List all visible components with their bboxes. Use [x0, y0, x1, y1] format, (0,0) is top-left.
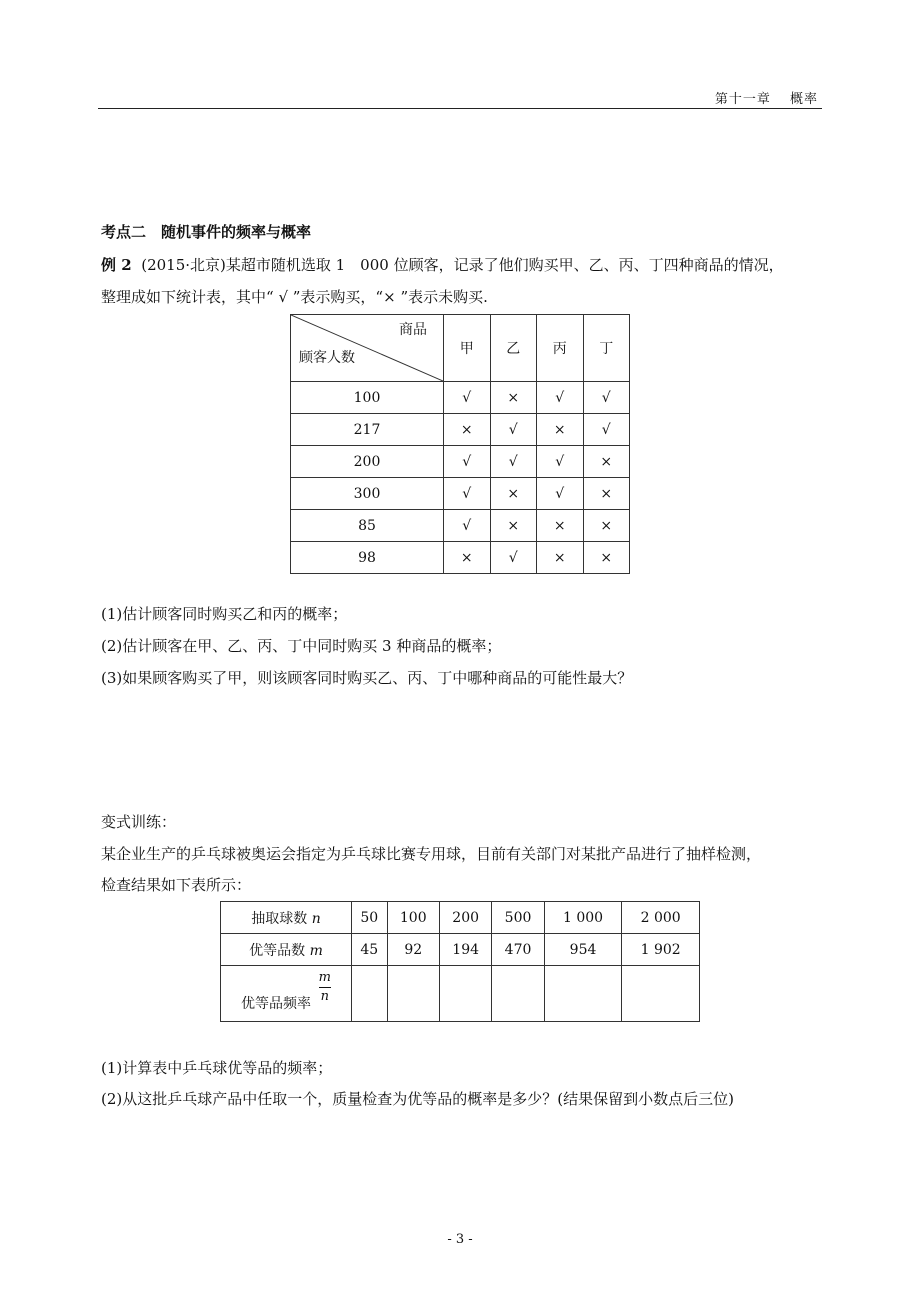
- table-row: [291, 414, 630, 446]
- purchase-mark: √: [490, 414, 537, 446]
- purchase-table: [290, 314, 630, 574]
- purchase-mark: ×: [583, 446, 630, 478]
- purchase-mark: √: [537, 478, 584, 510]
- table-row: [291, 510, 630, 542]
- frequency-cell: [544, 966, 622, 1022]
- table-row: [291, 478, 630, 510]
- col-header: 丙: [537, 315, 584, 382]
- purchase-mark: √: [583, 382, 630, 414]
- col-header: 甲: [444, 315, 491, 382]
- purchase-mark: ×: [537, 414, 584, 446]
- frequency-cell: [439, 966, 491, 1022]
- header-rule: [98, 108, 822, 109]
- sample-count: 2 000: [622, 902, 700, 934]
- question-3: (3)如果顾客购买了甲，则该顾客同时购买乙、丙、丁中哪种商品的可能性最大？: [101, 669, 633, 687]
- purchase-mark: ×: [537, 542, 584, 574]
- purchase-mark: ×: [490, 382, 537, 414]
- frequency-cell: [622, 966, 700, 1022]
- purchase-mark: ×: [444, 414, 491, 446]
- table-row: [291, 542, 630, 574]
- quality-count: 45: [352, 934, 388, 966]
- variant-question-2: (2)从这批乒乓球产品中任取一个，质量检查为优等品的概率是多少？(结果保留到小数点后三位): [101, 1090, 734, 1108]
- col-header: 丁: [583, 315, 630, 382]
- customer-count: 100: [291, 382, 444, 414]
- customer-count: 200: [291, 446, 444, 478]
- variant-line-1: 某企业生产的乒乓球被奥运会指定为乒乓球比赛专用球，目前有关部门对某批产品进行了抽样检测，: [101, 845, 762, 863]
- purchase-mark: √: [490, 446, 537, 478]
- table1-header-row: [291, 315, 630, 382]
- variant-line-2: 检查结果如下表所示：: [101, 876, 252, 894]
- diagonal-header-cell: [291, 315, 444, 382]
- example-line-2: 整理成如下统计表，其中“ √ ”表示购买，“× ”表示未购买.: [101, 288, 488, 306]
- quality-count: 470: [492, 934, 544, 966]
- sample-count: 500: [492, 902, 544, 934]
- table-row: [221, 966, 700, 1022]
- variant-title: 变式训练：: [101, 813, 177, 831]
- header-customers: 顾客人数: [299, 350, 355, 366]
- sample-count: 100: [387, 902, 439, 934]
- question-1: (1)估计顾客同时购买乙和丙的概率；: [101, 605, 348, 623]
- purchase-mark: √: [537, 382, 584, 414]
- table-row: [291, 382, 630, 414]
- quality-count: 954: [544, 934, 622, 966]
- purchase-mark: √: [444, 446, 491, 478]
- purchase-mark: ×: [583, 542, 630, 574]
- customer-count: 300: [291, 478, 444, 510]
- example-label: 例 2: [101, 256, 132, 274]
- fraction: m n: [318, 970, 331, 1004]
- sample-count: 1 000: [544, 902, 622, 934]
- variant-question-1: (1)计算表中乒乓球优等品的频率；: [101, 1059, 333, 1077]
- row-label: m n 优等品频率: [221, 966, 352, 1022]
- question-2: (2)估计顾客在甲、乙、丙、丁中同时购买 3 种商品的概率；: [101, 637, 502, 655]
- quality-count: 194: [439, 934, 491, 966]
- frequency-cell: [387, 966, 439, 1022]
- purchase-mark: √: [444, 382, 491, 414]
- col-header: 乙: [490, 315, 537, 382]
- customer-count: 85: [291, 510, 444, 542]
- row-label: 抽取球数 n: [221, 902, 352, 934]
- sample-count: 200: [439, 902, 491, 934]
- purchase-mark: √: [537, 446, 584, 478]
- table-row: [291, 446, 630, 478]
- frequency-cell: [352, 966, 388, 1022]
- purchase-mark: ×: [583, 478, 630, 510]
- customer-count: 98: [291, 542, 444, 574]
- table-row: [221, 934, 700, 966]
- purchase-mark: ×: [583, 510, 630, 542]
- frequency-cell: [492, 966, 544, 1022]
- purchase-mark: √: [444, 510, 491, 542]
- example-text-1: (2015·北京)某超市随机选取 1 000 位顾客，记录了他们购买甲、乙、丙、丁四种商品的情况，: [141, 256, 784, 274]
- example-line-1: [101, 254, 784, 275]
- quality-table: [220, 901, 700, 1022]
- purchase-mark: ×: [490, 478, 537, 510]
- purchase-mark: √: [490, 542, 537, 574]
- purchase-mark: √: [444, 478, 491, 510]
- page-number: - 3 -: [447, 1232, 473, 1247]
- purchase-mark: ×: [444, 542, 491, 574]
- header-goods: 商品: [399, 322, 427, 338]
- purchase-mark: √: [583, 414, 630, 446]
- customer-count: 217: [291, 414, 444, 446]
- table-row: [221, 902, 700, 934]
- quality-count: 1 902: [622, 934, 700, 966]
- purchase-mark: ×: [490, 510, 537, 542]
- purchase-mark: ×: [537, 510, 584, 542]
- sample-count: 50: [352, 902, 388, 934]
- row-label: 优等品数 m: [221, 934, 352, 966]
- section-title: 考点二 随机事件的频率与概率: [101, 223, 312, 241]
- chapter-header: 第十一章 概率: [714, 92, 818, 107]
- quality-count: 92: [387, 934, 439, 966]
